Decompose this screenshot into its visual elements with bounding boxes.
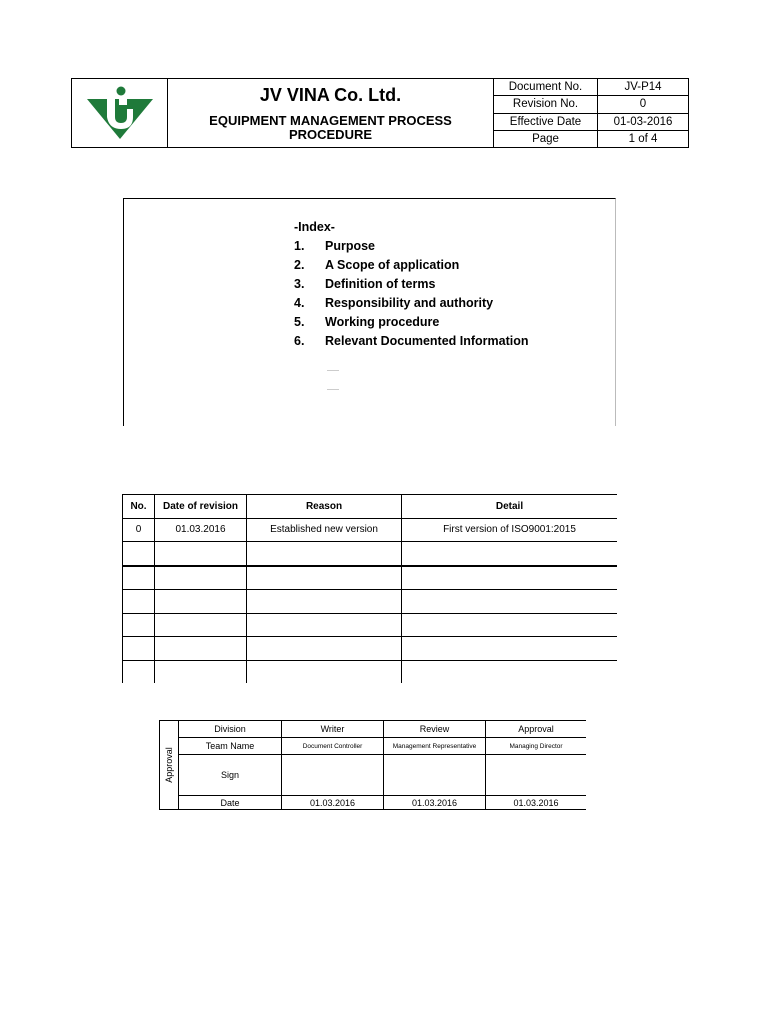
- company-name: JV VINA Co. Ltd.: [259, 85, 402, 105]
- meta-label: Page: [494, 131, 598, 147]
- index-item: [294, 296, 493, 310]
- table-cell: [402, 637, 618, 661]
- signature-cell: [384, 755, 486, 796]
- table-cell: [155, 566, 247, 590]
- index-item-label: Responsibility and authority: [325, 296, 494, 310]
- row-label: Sign: [179, 755, 282, 796]
- approval-cell: Managing Director: [486, 738, 587, 755]
- table-cell: [155, 660, 247, 683]
- table-cell: [402, 566, 618, 590]
- column-header: Date of revision: [155, 495, 247, 519]
- index-item-label: Purpose: [325, 239, 376, 253]
- meta-row-document-no: [494, 79, 688, 96]
- table-cell: [123, 566, 155, 590]
- table-cell: [247, 566, 402, 590]
- signature-cell: [282, 755, 384, 796]
- table-cell: First version of ISO9001:2015: [402, 518, 618, 542]
- approval-cell: 01.03.2016: [486, 796, 587, 810]
- approval-side-label: [160, 721, 179, 810]
- table-cell: [402, 542, 618, 566]
- column-header: Detail: [402, 495, 618, 519]
- table-cell: [247, 613, 402, 637]
- index-box: [123, 198, 616, 426]
- logo-cell: [72, 79, 168, 147]
- meta-label: Effective Date: [494, 114, 598, 130]
- divider: [327, 370, 339, 371]
- table-row: [123, 566, 618, 590]
- table-row: [123, 613, 618, 637]
- table-cell: [402, 590, 618, 614]
- table-cell: [123, 660, 155, 683]
- table-cell: [123, 542, 155, 566]
- approval-cell: Writer: [282, 721, 384, 738]
- signature-cell: [486, 755, 587, 796]
- meta-label: Revision No.: [494, 96, 598, 112]
- approval-cell: 01.03.2016: [384, 796, 486, 810]
- index-item-label: Working procedure: [325, 315, 440, 329]
- table-cell: [402, 660, 618, 683]
- table-cell: [247, 590, 402, 614]
- index-item-number: 5.: [294, 315, 305, 329]
- table-row: [123, 590, 618, 614]
- index-item-label: Definition of terms: [325, 277, 436, 291]
- table-row: [123, 542, 618, 566]
- table-row: [123, 660, 618, 683]
- divider: [327, 389, 339, 390]
- index-item: [294, 277, 435, 291]
- table-cell: [247, 637, 402, 661]
- column-header: Reason: [247, 495, 402, 519]
- index-item-number: 6.: [294, 334, 305, 348]
- index-item-label: A Scope of application: [325, 258, 460, 272]
- meta-value: 1 of 4: [628, 132, 658, 145]
- document-meta: [494, 79, 688, 147]
- title-cell: [168, 79, 494, 147]
- table-cell: [155, 542, 247, 566]
- company-logo-icon: [85, 85, 155, 141]
- revision-table: [122, 494, 617, 683]
- meta-row-page: [494, 131, 688, 147]
- table-cell: [123, 590, 155, 614]
- table-cell: [123, 613, 155, 637]
- meta-value: JV-P14: [624, 81, 662, 94]
- approval-cell: Approval: [486, 721, 587, 738]
- table-cell: Established new version: [247, 518, 402, 542]
- index-item: [294, 239, 375, 253]
- index-item-number: 1.: [294, 239, 305, 253]
- index-item: [294, 315, 439, 329]
- column-header: No.: [123, 495, 155, 519]
- index-item-label: Relevant Documented Information: [325, 334, 529, 348]
- table-cell: [155, 637, 247, 661]
- table-cell: [247, 542, 402, 566]
- table-cell: [247, 660, 402, 683]
- table-cell: [155, 613, 247, 637]
- index-item-number: 4.: [294, 296, 305, 310]
- row-label: Division: [179, 721, 282, 738]
- table-cell: 01.03.2016: [155, 518, 247, 542]
- index-item: [294, 258, 459, 272]
- meta-row-revision-no: [494, 96, 688, 113]
- approval-row-division: [160, 721, 587, 738]
- index-item-number: 2.: [294, 258, 305, 272]
- meta-label: Document No.: [494, 79, 598, 95]
- procedure-title: [168, 114, 493, 142]
- document-header: [71, 78, 689, 148]
- table-row: [123, 637, 618, 661]
- row-label: Date: [179, 796, 282, 810]
- approval-cell: Management Representative: [384, 738, 486, 755]
- table-header-row: [123, 495, 618, 519]
- index-title: -Index-: [294, 220, 335, 234]
- approval-row-sign: [160, 755, 587, 796]
- table-cell: [123, 637, 155, 661]
- table-cell: [402, 613, 618, 637]
- approval-row-team: [160, 738, 587, 755]
- approval-side-text: Approval: [164, 747, 174, 783]
- approval-cell: Document Controller: [282, 738, 384, 755]
- index-item-number: 3.: [294, 277, 305, 291]
- approval-row-date: [160, 796, 587, 810]
- row-label: Team Name: [179, 738, 282, 755]
- approval-cell: Review: [384, 721, 486, 738]
- meta-value: 0: [639, 98, 647, 111]
- approval-cell: 01.03.2016: [282, 796, 384, 810]
- procedure-title-line2: PROCEDURE: [288, 127, 373, 142]
- index-item: [294, 334, 529, 348]
- procedure-title-line1: EQUIPMENT MANAGEMENT PROCESS: [209, 113, 452, 128]
- meta-value: 01-03-2016: [613, 115, 673, 128]
- table-cell: 0: [123, 518, 155, 542]
- table-row: [123, 518, 618, 542]
- meta-row-effective-date: [494, 114, 688, 131]
- approval-table: [159, 720, 586, 810]
- table-cell: [155, 590, 247, 614]
